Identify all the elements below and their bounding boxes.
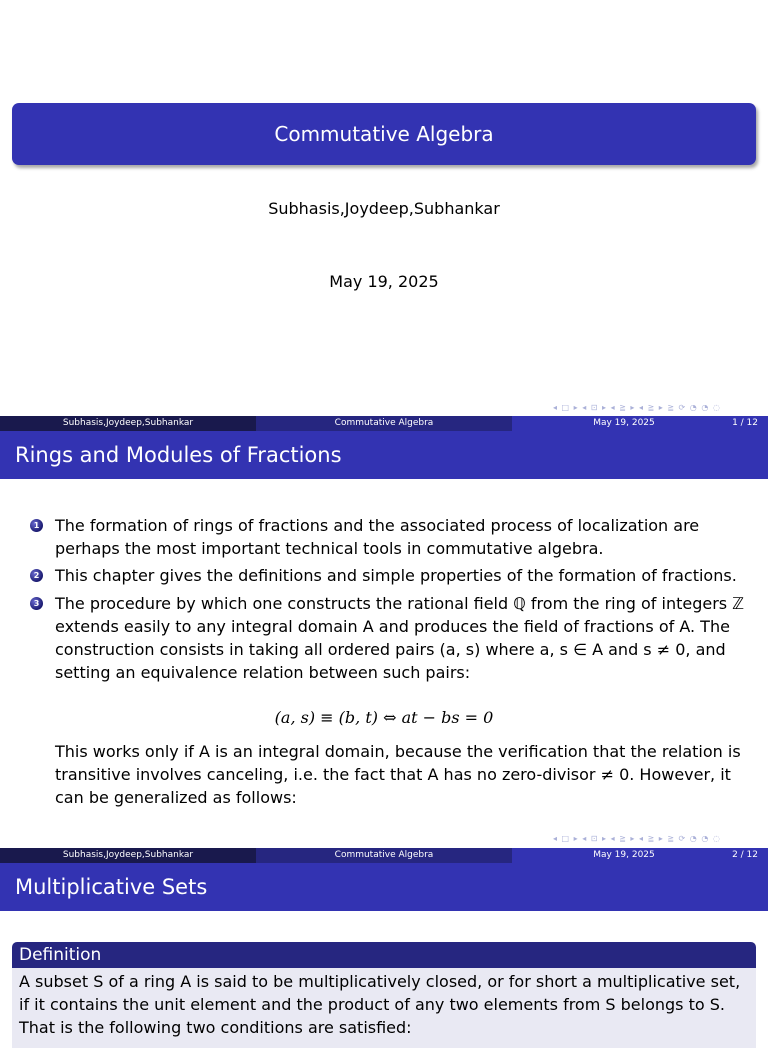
footer-page-number: 1 / 12 — [732, 418, 758, 428]
authors: Subhasis,Joydeep,Subhankar — [268, 199, 500, 218]
presentation-date: May 19, 2025 — [329, 272, 439, 291]
list-item-text: This chapter gives the definitions and simple properties of the formation of fractions. — [55, 566, 737, 585]
numbered-bullet-icon: 3 — [30, 597, 43, 610]
footer-page-number: 2 / 12 — [732, 850, 758, 860]
footer-title: Commutative Algebra — [256, 848, 512, 863]
continuation-text: This works only if A is an integral domain, because the verification that the relation is transitive involves canceling, i.e. the fact that A has no zero-divisor ≠ 0. However, it can be generalized as follows: — [55, 742, 741, 807]
continuation-paragraph — [30, 740, 750, 809]
beamer-navigation-icons[interactable]: ◂ □ ▸ ◂ ⊡ ▸ ◂ ≧ ▸ ◂ ≧ ▸ ≧ ⟳ ◔ ◔ ◌ — [553, 403, 721, 412]
footer-authors: Subhasis,Joydeep,Subhankar — [0, 416, 256, 431]
presentation-title: Commutative Algebra — [12, 103, 756, 165]
beamer-navigation-icons[interactable]: ◂ □ ▸ ◂ ⊡ ▸ ◂ ≧ ▸ ◂ ≧ ▸ ≧ ⟳ ◔ ◔ ◌ — [553, 834, 721, 843]
footer-date: May 19, 2025 — [593, 418, 655, 428]
footer-authors: Subhasis,Joydeep,Subhankar — [0, 848, 256, 863]
equivalence-equation: (a, s) ≡ (b, t) ⇔ at − bs = 0 — [274, 708, 494, 727]
list-item — [30, 564, 750, 587]
list-item-text: The formation of rings of fractions and the associated process of localization are perhaps the most important technical tools in commutative algebra. — [55, 516, 700, 558]
slide-footer-2 — [0, 848, 768, 863]
numbered-bullet-icon: 2 — [30, 569, 43, 582]
footer-date-page — [512, 848, 768, 863]
footer-date-page — [512, 416, 768, 431]
frame-title-multiplicative-sets: Multiplicative Sets — [0, 863, 768, 911]
slide-footer-1 — [0, 416, 768, 431]
list-item — [30, 592, 750, 684]
frame-title-rings-modules: Rings and Modules of Fractions — [0, 431, 768, 479]
list-item — [30, 514, 750, 560]
numbered-bullet-icon: 1 — [30, 519, 43, 532]
footer-date: May 19, 2025 — [593, 850, 655, 860]
definition-block-header: Definition — [12, 942, 756, 968]
definition-block-body: A subset S of a ring A is said to be multiplicatively closed, or for short a multiplicative set, if it contains the unit element and the product of any two elements from S belongs to S. That is the following two conditions are satisfied: — [12, 968, 756, 1048]
footer-title: Commutative Algebra — [256, 416, 512, 431]
list-item-text: The procedure by which one constructs the rational field ℚ from the ring of integers ℤ extends easily to any integral domain A and produces the field of fractions of A. The construction consists in taking all ordered pairs (a, s) where a, s ∈ A and s ≠ 0, and setting an equivalence relation between such pairs: — [55, 594, 745, 682]
